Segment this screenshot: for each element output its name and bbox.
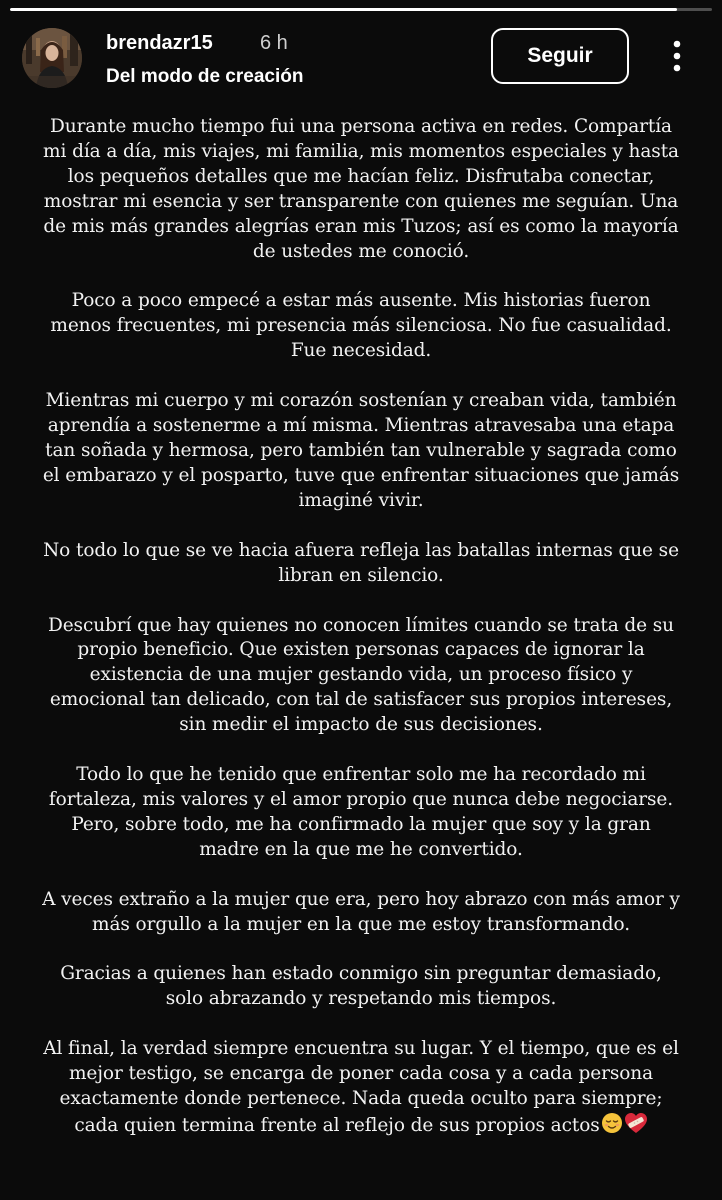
story-paragraph-last-text: Al final, la verdad siempre encuentra su lugar. Y el tiempo, que es el mejor testigo, se encarga de poner cada cosa y a cada persona exactamente donde pertenece. Nada queda oculto para siempre; cada quien termina frente al reflejo de sus propios actos [43, 1038, 679, 1136]
username[interactable]: brendazr15 [106, 32, 213, 54]
story-paragraph: No todo lo que se ve hacia afuera refleja las batallas internas que se libran en silencio. [43, 539, 679, 586]
follow-button[interactable]: Seguir [491, 28, 629, 84]
story-progress-fill [10, 8, 677, 11]
time-ago: 6 h [260, 32, 288, 54]
profile-photo-icon [22, 28, 82, 88]
story-paragraph: Poco a poco empecé a estar más ausente. Mis historias fueron menos frecuentes, mi presencia más silenciosa. No fue casualidad. Fue necesidad. [50, 290, 672, 362]
story-header [22, 26, 700, 92]
avatar[interactable] [22, 28, 82, 88]
story-paragraph: Mientras mi cuerpo y mi corazón sostenían y creaban vida, también aprendía a sostenerme a mí misma. Mientras atravesaba una etapa tan soñada y hermosa, pero también tan vulnerable y sagrada como el embarazo y el posparto, tuve que enfrentar situaciones que jamás imaginé vivir. [42, 390, 680, 511]
story-progress-bar [10, 8, 712, 11]
story-paragraph: Durante mucho tiempo fui una persona activa en redes. Compartía mi día a día, mis viajes, mi familia, mis momentos especiales y hasta los pequeños detalles que me hacían feliz. Disfrutaba conectar, mostrar mi esencia y ser transparente con quienes me seguían. Una de mis más grandes alegrías eran mis Tuzos; así es como la mayoría de ustedes me conoció. [43, 116, 679, 262]
story-paragraph: Descubrí que hay quienes no conocen límites cuando se trata de su propio beneficio. Que existen personas capaces de ignorar la existencia de una mujer gestando vida, un proceso físico y emocional tan delicado, con tal de satisfacer sus propios intereses, sin medir el impacto de sus decisiones. [47, 614, 675, 736]
story-paragraph-last [40, 1037, 682, 1142]
story-paragraph: Gracias a quienes han estado conmigo sin preguntar demasiado, solo abrazando y respetando mis tiempos. [60, 963, 662, 1010]
mending-heart-icon [624, 1112, 648, 1142]
more-vertical-icon [673, 40, 681, 72]
story-paragraph: Todo lo que he tenido que enfrentar solo me ha recordado mi fortaleza, mis valores y el amor propio que nunca debe negociarse. Pero, sobre todo, me ha confirmado la mujer que soy y la gran madre en la que me he convertido. [48, 764, 674, 860]
story-text [40, 115, 682, 1167]
relieved-face-icon [601, 1112, 623, 1142]
more-options-button[interactable] [662, 36, 692, 76]
story-paragraph: A veces extraño a la mujer que era, pero hoy abrazo con más amor y más orgullo a la mujer en la que me estoy transformando. [42, 888, 680, 935]
story-subtitle[interactable]: Del modo de creación [106, 66, 304, 87]
